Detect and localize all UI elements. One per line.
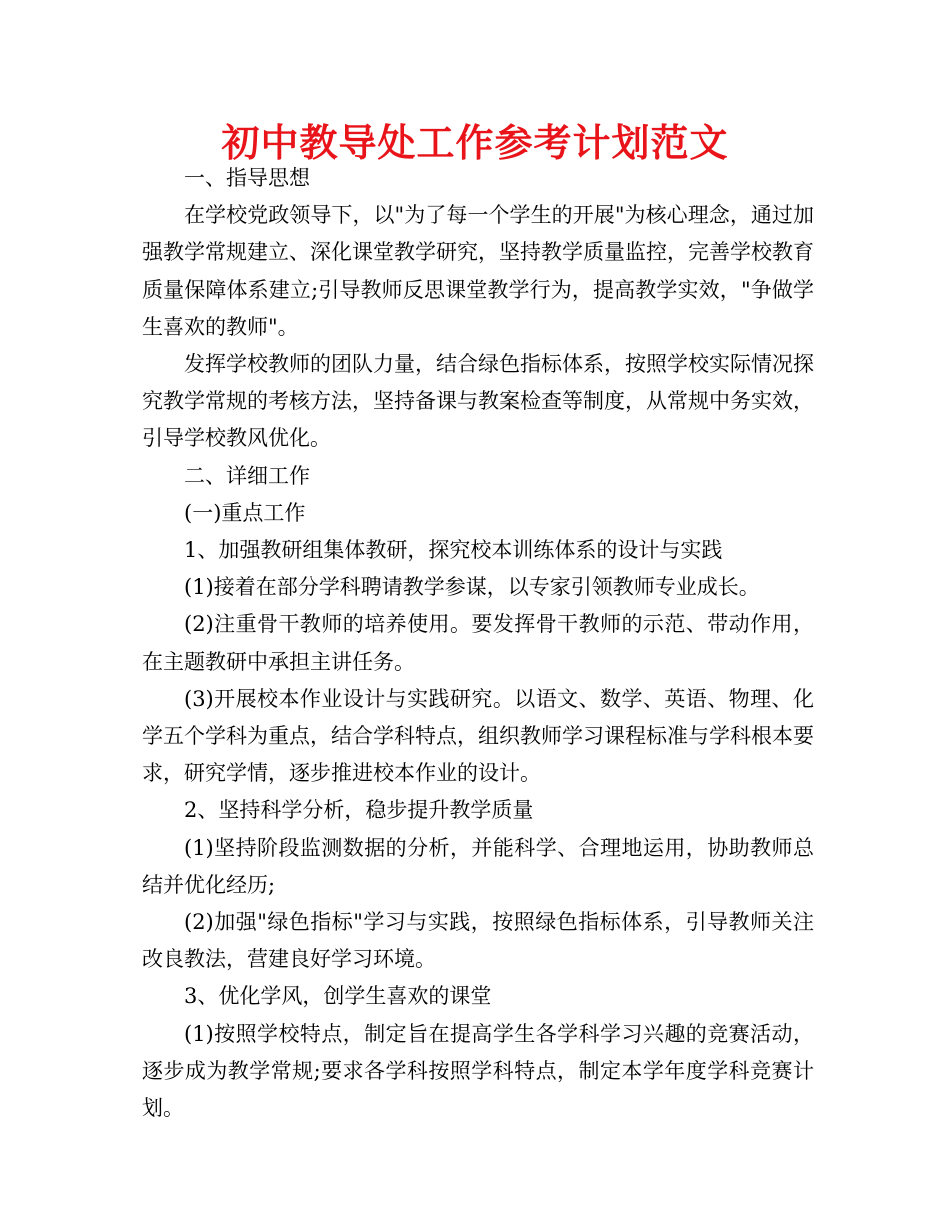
list-item: (3)开展校本作业设计与实践研究。以语文、数学、英语、物理、化学五个学科为重点，结合学科特点，组织教师学习课程标准与学科根本要求，研究学情，逐步推进校本作业的设计。 [142, 686, 814, 786]
document-body [142, 160, 814, 1127]
document-title: 初中教导处工作参考计划范文 [221, 121, 729, 165]
list-item: (1)按照学校特点，制定旨在提高学生各学科学习兴趣的竞赛活动，逐步成为教学常规;要求各学科按照学科特点，制定本学年度学科竞赛计划。 [142, 1021, 814, 1121]
section-heading-guiding-thought: 一、指导思想 [184, 166, 310, 190]
list-item: (2)加强"绿色指标"学习与实践，按照绿色指标体系，引导教师关注改良教法，营建良好学习环境。 [142, 910, 814, 972]
list-item: (1)坚持阶段监测数据的分析，并能科学、合理地运用，协助教师总结并优化经历; [142, 835, 814, 897]
item-heading: 3、优化学风，创学生喜欢的课堂 [184, 984, 492, 1009]
subsection-heading-key-work: (一)重点工作 [184, 500, 306, 525]
paragraph: 发挥学校教师的团队力量，结合绿色指标体系，按照学校实际情况探究教学常规的考核方法，坚持备课与教案检查等制度，从常规中务实效，引导学校教风优化。 [142, 352, 814, 451]
paragraph: 在学校党政领导下，以"为了每一个学生的开展"为核心理念，通过加强教学常规建立、深化课堂教学研究，坚持教学质量监控，完善学校教育质量保障体系建立;引导教师反思课堂教学行为，提高教学实效，"争做学生喜欢的教师"。 [142, 203, 814, 339]
item-heading: 2、坚持科学分析，稳步提升教学质量 [184, 798, 534, 823]
list-item: (1)接着在部分学科聘请教学参谋，以专家引领教师专业成长。 [184, 575, 760, 600]
section-heading-detailed-work: 二、详细工作 [184, 463, 310, 488]
list-item: (2)注重骨干教师的培养使用。要发挥骨干教师的示范、带动作用，在主题教研中承担主讲任务。 [142, 612, 814, 674]
item-heading: 1、加强教研组集体教研，探究校本训练体系的设计与实践 [184, 538, 723, 563]
